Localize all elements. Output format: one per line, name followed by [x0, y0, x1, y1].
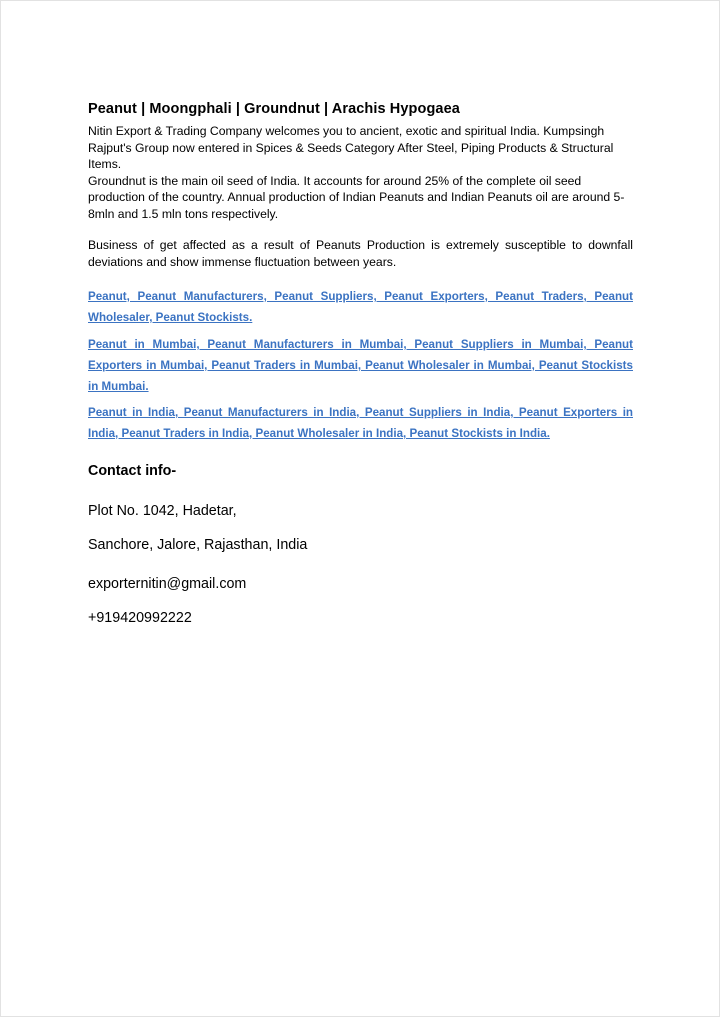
keyword-link-india[interactable]: Peanut in India, Peanut Manufacturers in India, Peanut Suppliers in India, Peanut Exporters in India, Peanut Traders in India, Peanut Wholesaler in India, Peanut Stockists in India. — [88, 405, 633, 440]
contact-heading: Contact info- — [88, 462, 177, 479]
keyword-link-general[interactable]: Peanut, Peanut Manufacturers, Peanut Suppliers, Peanut Exporters, Peanut Traders, Peanut Wholesaler, Peanut Stockists. — [88, 289, 633, 324]
intro-paragraph-company: Nitin Export & Trading Company welcomes you to ancient, exotic and spiritual India. Kumpsingh Rajput's Group now entered in Spices & Seeds Category After Steel, Piping Products & Structural Items. — [88, 124, 614, 172]
keyword-links-india — [88, 402, 633, 444]
keyword-link-mumbai[interactable]: Peanut in Mumbai, Peanut Manufacturers in Mumbai, Peanut Suppliers in Mumbai, Peanut Exporters in Mumbai, Peanut Traders in Mumbai, Peanut Wholesaler in Mumbai, Peanut Stockists in Mumbai. — [88, 337, 633, 393]
keyword-links-mumbai — [88, 334, 633, 397]
contact-address-line-1: Plot No. 1042, Hadetar, — [88, 502, 237, 519]
contact-phone: +919420992222 — [88, 609, 192, 626]
intro-section — [88, 123, 633, 223]
document-content — [88, 100, 633, 628]
business-paragraph: Business of get affected as a result of Peanuts Production is extremely susceptible to downfall deviations and show immense fluctuation between years. — [88, 237, 633, 269]
page-title: Peanut | Moongphali | Groundnut | Arachis Hypogaea — [88, 101, 460, 117]
intro-paragraph-groundnut: Groundnut is the main oil seed of India. It accounts for around 25% of the complete oil seed production of the country. Annual production of Indian Peanuts and Indian Peanuts oil are around 5-8mln and 1.5 mln tons respectively. — [88, 173, 625, 221]
contact-email: exporternitin@gmail.com — [88, 575, 247, 592]
keyword-links-general — [88, 286, 633, 328]
contact-address-line-2: Sanchore, Jalore, Rajasthan, India — [88, 536, 308, 553]
